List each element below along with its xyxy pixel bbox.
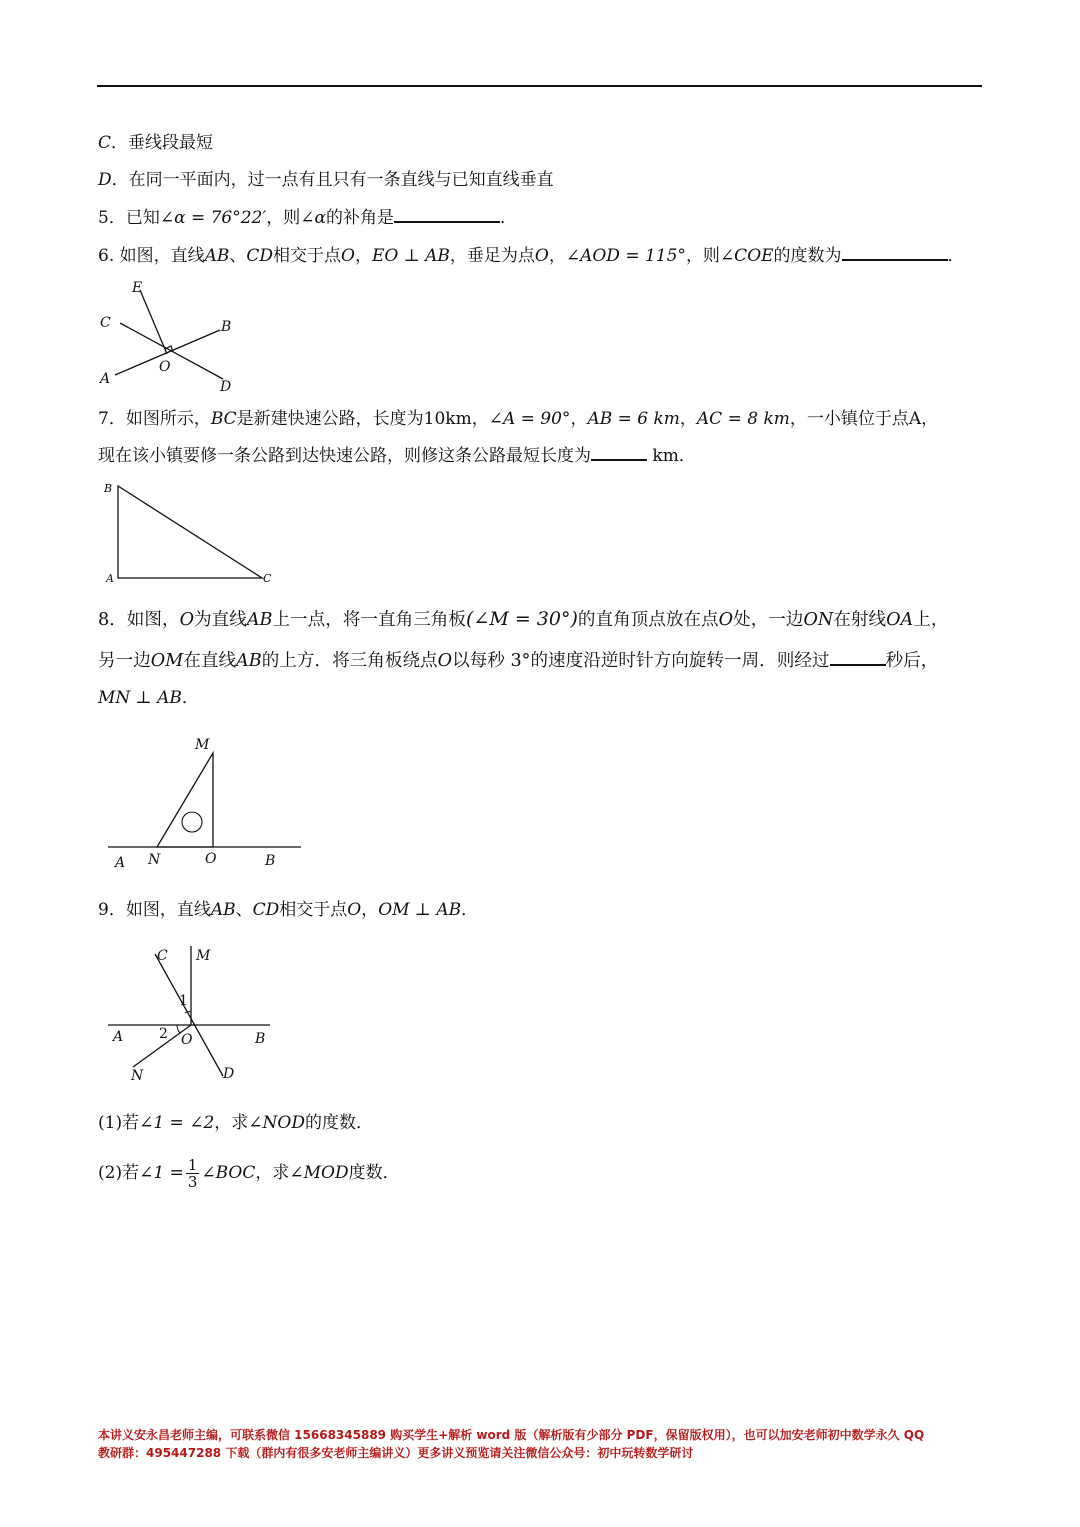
figure-q8 bbox=[105, 733, 305, 873]
label-a: A bbox=[100, 371, 111, 387]
question-8-line-2: 另一边OM在直线AB的上方．将三角板绕点O以每秒 3°的速度沿逆时针方向旋转一周．则经过 秒后， bbox=[98, 648, 938, 673]
footer-line-1: 本讲义安永昌老师主编，可联系微信 15668345889 购买学生+解析 word 版（解析版有少部分 PDF，保留版权用），也可以加安老师初中数学永久 QQ bbox=[98, 1428, 925, 1442]
label-angle-1: 1 bbox=[179, 993, 188, 1009]
triangle-abc bbox=[118, 486, 262, 578]
label-o: O bbox=[159, 359, 171, 375]
option-d: D．在同一平面内，过一点有且只有一条直线与已知直线垂直 bbox=[98, 170, 554, 190]
answer-blank bbox=[830, 648, 886, 666]
label-b: B bbox=[265, 853, 276, 869]
label-n: N bbox=[148, 852, 161, 868]
question-6: 6. 如图，直线AB、CD相交于点O，EO ⊥ AB，垂足为点O，∠AOD = 115°，则∠COE的度数为 ． bbox=[98, 243, 965, 268]
label-o: O bbox=[205, 851, 217, 867]
fraction-one-third: $\frac{1}{3}$ bbox=[187, 1156, 198, 1191]
figure-q7 bbox=[100, 478, 280, 590]
question-9: 9．如图，直线AB、CD相交于点O，OM ⊥ AB． bbox=[98, 900, 479, 920]
label-m: M bbox=[195, 737, 210, 753]
label-n: N bbox=[131, 1068, 144, 1084]
label-a: A bbox=[113, 1029, 124, 1045]
question-5: 5．已知∠α = 76°22′，则∠α的补角是 ． bbox=[98, 205, 517, 230]
option-c: C．垂线段最短 bbox=[98, 133, 214, 153]
set-square bbox=[157, 753, 213, 847]
label-e: E bbox=[132, 280, 143, 296]
header-rule bbox=[97, 85, 982, 87]
answer-blank bbox=[842, 243, 948, 261]
question-8-line-1: 8．如图，O为直线AB上一点，将一直角三角板(∠M = 30°)的直角顶点放在点O处，一边ON在射线OA上， bbox=[98, 608, 949, 630]
label-a: A bbox=[115, 855, 126, 871]
label-m: M bbox=[196, 948, 211, 964]
label-b: B bbox=[104, 482, 113, 495]
label-d: D bbox=[223, 1066, 235, 1082]
ray-oe bbox=[140, 290, 167, 354]
question-8-line-3: MN ⊥ AB． bbox=[98, 688, 199, 708]
line-cd bbox=[155, 954, 223, 1076]
label-c: C bbox=[263, 572, 272, 585]
line-cd bbox=[120, 323, 223, 379]
set-square-hole bbox=[182, 812, 202, 832]
question-7-line-2: 现在该小镇要修一条公路到达快速公路，则修这条公路最短长度为 km． bbox=[98, 443, 696, 468]
question-9-part-2: (2)若∠1 = $\frac{1}{3}$ ∠BOC，求∠MOD度数． bbox=[98, 1156, 400, 1191]
label-c: C bbox=[100, 315, 111, 331]
footer-line-2: 教研群：495447288 下载（群内有很多安老师主编讲义）更多讲义预览请关注微信公众号：初中玩转数学研讨 bbox=[98, 1446, 694, 1460]
label-a: A bbox=[106, 572, 114, 585]
figure-q6 bbox=[95, 275, 245, 395]
label-b: B bbox=[221, 319, 232, 335]
label-angle-2: 2 bbox=[159, 1026, 168, 1042]
question-7-line-1: 7．如图所示，BC是新建快速公路，长度为10km，∠A = 90°，AB = 6 km，AC = 8 km，一小镇位于点A， bbox=[98, 409, 939, 429]
angle-2-arc bbox=[177, 1025, 180, 1033]
question-9-part-1: (1)若∠1 = ∠2，求∠NOD的度数． bbox=[98, 1113, 373, 1133]
label-c: C bbox=[157, 948, 168, 964]
label-o: O bbox=[181, 1032, 193, 1048]
label-d: D bbox=[220, 379, 232, 395]
label-b: B bbox=[255, 1031, 266, 1047]
answer-blank bbox=[591, 443, 647, 461]
answer-blank bbox=[394, 205, 500, 223]
figure-q9 bbox=[105, 940, 280, 1085]
